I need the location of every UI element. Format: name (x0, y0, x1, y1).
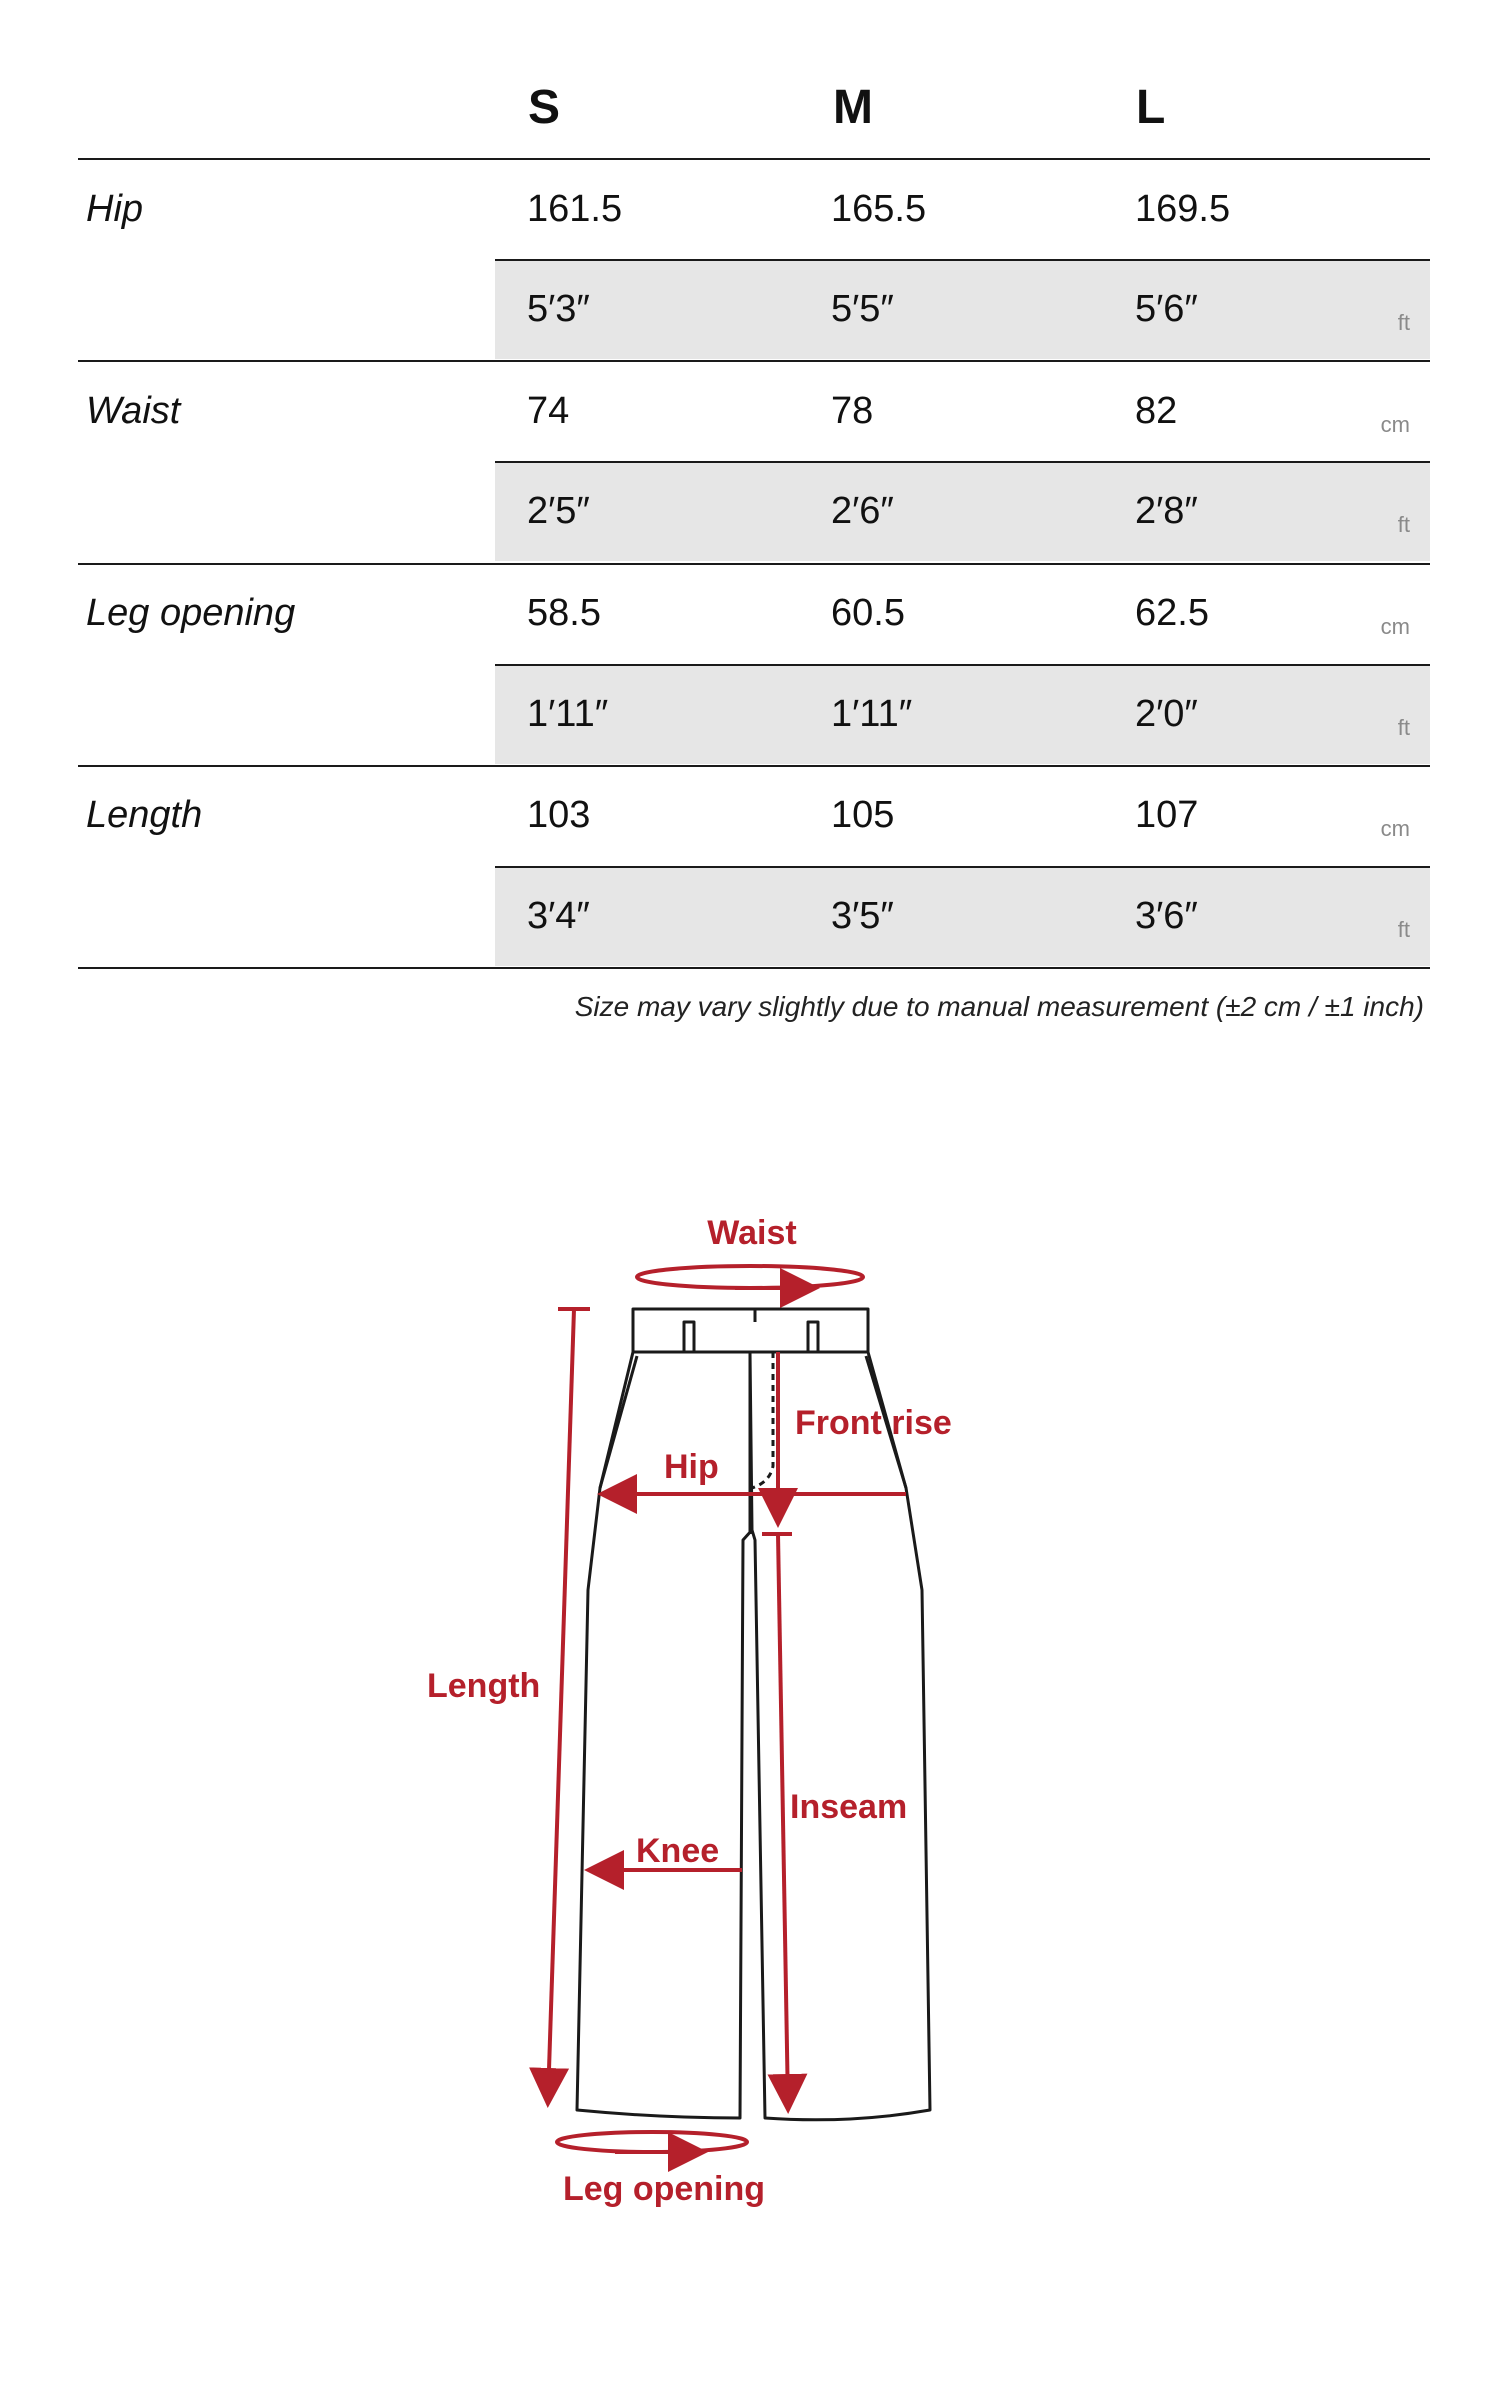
leg-opening-bottom-rule (78, 765, 1430, 767)
length-ft-l: 3′6″ (1135, 895, 1198, 937)
waist-cm-l: 82 (1135, 390, 1178, 432)
front-rise-label: Front rise (795, 1404, 952, 1442)
waist-ft-l: 2′8″ (1135, 490, 1198, 532)
length-label: Length (427, 1667, 541, 1705)
waist-bottom-rule (78, 563, 1430, 565)
size-header-m: M (833, 81, 873, 134)
leg-opening-ft-m: 1′11″ (831, 693, 913, 735)
inseam-label: Inseam (790, 1788, 908, 1826)
waist-label: Waist (707, 1214, 797, 1252)
row-label-hip: Hip (86, 188, 144, 230)
hip-ft-unit: ft (1397, 310, 1410, 335)
waist-ft-s: 2′5″ (527, 490, 590, 532)
row-label-leg-opening: Leg opening (86, 592, 296, 634)
measurement-diagram (0, 1150, 1500, 2300)
length-ft-s: 3′4″ (527, 895, 590, 937)
hip-label: Hip (664, 1448, 719, 1486)
leg-opening-loop (557, 2132, 747, 2152)
hip-ft-s: 5′3″ (527, 288, 590, 330)
waist-sub-rule (495, 461, 1430, 463)
waist-cm-s: 74 (527, 390, 570, 432)
leg-opening-cm-m: 60.5 (831, 592, 905, 634)
leg-opening-cm-s: 58.5 (527, 592, 601, 634)
length-cm-m: 105 (831, 794, 895, 836)
waist-ft-unit: ft (1397, 512, 1410, 537)
waist-loop (637, 1266, 863, 1288)
table-bottom-rule (78, 967, 1430, 969)
size-header-l: L (1136, 81, 1166, 134)
leg-opening-sub-rule (495, 664, 1430, 666)
leg-opening-ft-l: 2′0″ (1135, 693, 1198, 735)
length-ft-row-shade (495, 868, 1430, 966)
waist-cm-unit: cm (1380, 412, 1410, 437)
hip-cm-l: 169.5 (1135, 188, 1231, 230)
waist-ft-m: 2′6″ (831, 490, 894, 532)
hip-sub-rule (495, 259, 1430, 261)
hip-ft-row-shade (495, 261, 1430, 359)
measurement-note: Size may vary slightly due to manual measurement (±2 cm / ±1 inch) (574, 991, 1424, 1022)
length-ft-m: 3′5″ (831, 895, 894, 937)
length-cm-l: 107 (1135, 794, 1199, 836)
row-label-waist: Waist (86, 390, 181, 432)
length-cm-s: 103 (527, 794, 591, 836)
hip-bottom-rule (78, 360, 1430, 362)
size-header-s: S (528, 81, 561, 134)
hip-ft-m: 5′5″ (831, 288, 894, 330)
leg-opening-ft-row-shade (495, 666, 1430, 764)
waist-cm-m: 78 (831, 390, 874, 432)
length-cm-unit: cm (1380, 816, 1410, 841)
waistband-shape (633, 1309, 868, 1352)
hip-cm-m: 165.5 (831, 188, 927, 230)
leg-opening-ft-s: 1′11″ (527, 693, 609, 735)
leg-opening-cm-l: 62.5 (1135, 592, 1209, 634)
length-ft-unit: ft (1397, 917, 1410, 942)
table-top-rule (78, 158, 1430, 160)
row-label-length: Length (86, 794, 203, 836)
leg-opening-ft-unit: ft (1397, 715, 1410, 740)
length-arrow (548, 1309, 574, 2100)
hip-cm-s: 161.5 (527, 188, 623, 230)
leg-opening-cm-unit: cm (1380, 614, 1410, 639)
size-chart-table (0, 0, 1500, 1060)
leg-opening-label: Leg opening (562, 2170, 766, 2208)
waist-ft-row-shade (495, 463, 1430, 561)
hip-ft-l: 5′6″ (1135, 288, 1198, 330)
knee-label: Knee (636, 1832, 720, 1870)
length-sub-rule (495, 866, 1430, 868)
pants-diagram-svg (0, 1150, 1500, 2300)
